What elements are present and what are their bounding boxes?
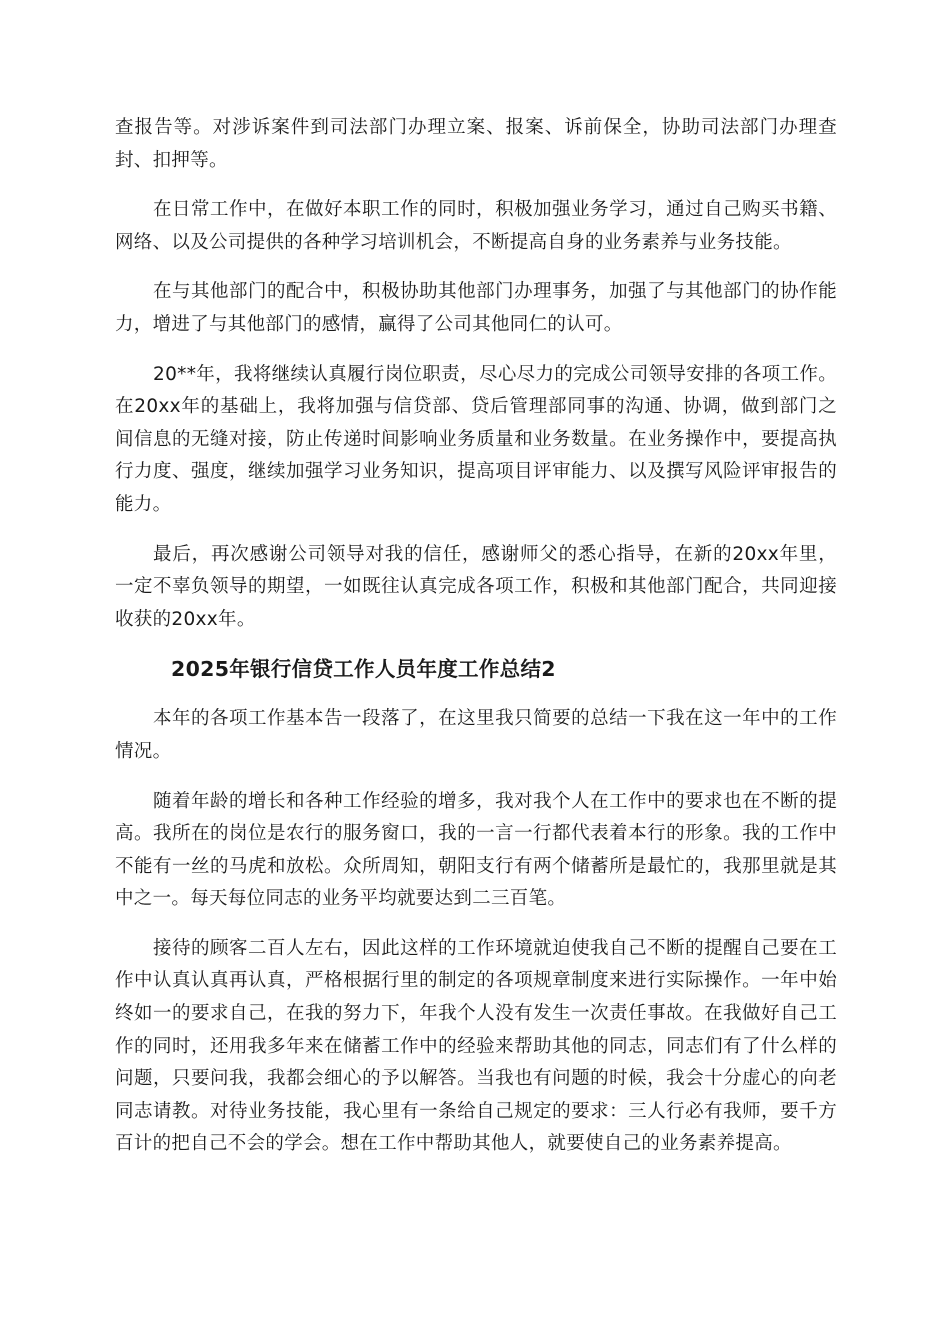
- paragraph-cooperation: 在与其他部门的配合中，积极协助其他部门办理事务，加强了与其他部门的协作能力，增进了与其他部门的感情，赢得了公司其他同仁的认可。: [115, 281, 837, 335]
- paragraph-customers: 接待的顾客二百人左右，因此这样的工作环境就迫使我自己不断的提醒自己要在工作中认真认真再认真，严格根据行里的制定的各项规章制度来进行实际操作。一年中始终如一的要求自己，在我的努力下，年我个人没有发生一次责任事故。在我做好自己工作的同时，还用我多年来在储蓄工作中的经验来帮助其他的同志，同志们有了什么样的问题，只要问我，我都会细心的予以解答。当我也有问题的时候，我会十分虚心的向老同志请教。对待业务技能，我心里有一条给自己规定的要求：三人行必有我师，要千方百计的把自己不会的学会。想在工作中帮助其他人，就要使自己的业务素养提高。: [115, 937, 837, 1155]
- paragraph-closing-thanks: 最后，再次感谢公司领导对我的信任，感谢师父的悉心指导，在新的20xx年里，一定不辜负领导的期望，一如既往认真完成各项工作，积极和其他部门配合，共同迎接收获的20xx年。: [115, 543, 837, 630]
- document-body: [115, 112, 837, 1178]
- paragraph-continued: 查报告等。对涉诉案件到司法部门办理立案、报案、诉前保全，协助司法部门办理查封、扣押等。: [115, 117, 837, 171]
- paragraph-intro: 本年的各项工作基本告一段落了，在这里我只简要的总结一下我在这一年中的工作情况。: [115, 708, 837, 762]
- paragraph-experience: 随着年龄的增长和各种工作经验的增多，我对我个人在工作中的要求也在不断的提高。我所在的岗位是农行的服务窗口，我的一言一行都代表着本行的形象。我的工作中不能有一丝的马虎和放松。众所周知，朝阳支行有两个储蓄所是最忙的，我那里就是其中之一。每天每位同志的业务平均就要达到二三百笔。: [115, 790, 837, 910]
- paragraph-daily-work: 在日常工作中，在做好本职工作的同时，积极加强业务学习，通过自己购买书籍、网络、以及公司提供的各种学习培训机会，不断提高自身的业务素养与业务技能。: [115, 199, 837, 253]
- paragraph-next-year-plan: 20**年，我将继续认真履行岗位职责，尽心尽力的完成公司领导安排的各项工作。在20xx年的基础上，我将加强与信贷部、贷后管理部同事的沟通、协调，做到部门之间信息的无缝对接，防止传递时间影响业务质量和业务数量。在业务操作中，要提高执行力度、强度，继续加强学习业务知识，提高项目评审能力、以及撰写风险评审报告的能力。: [115, 363, 837, 515]
- section-heading: 2025年银行信贷工作人员年度工作总结2: [171, 657, 556, 682]
